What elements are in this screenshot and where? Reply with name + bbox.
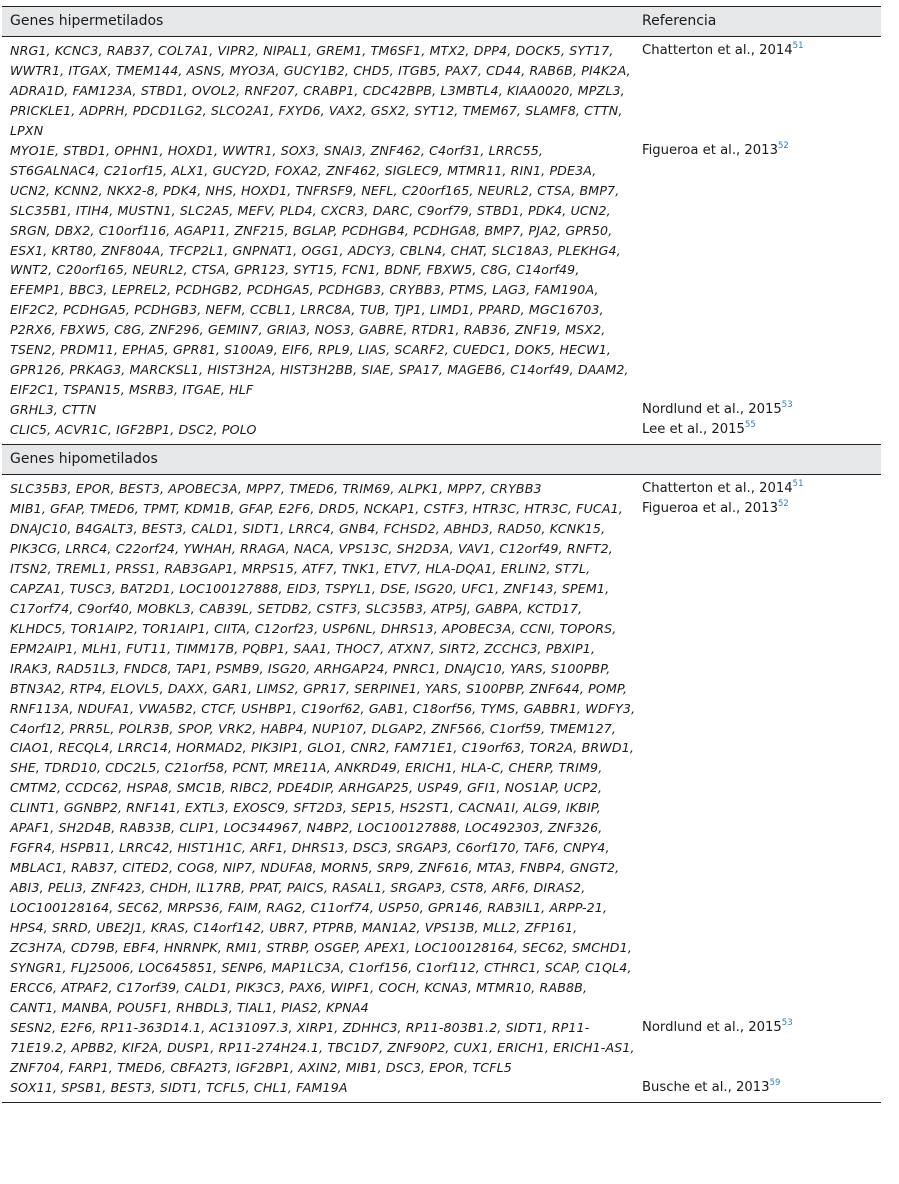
hypo-section-header-row — [2, 445, 881, 475]
reference-number-link[interactable]: 52 — [777, 140, 789, 151]
hypo-gene-list: SESN2, E2F6, RP11-363D14.1, AC131097.3, XIRP1, ZDHHC3, RP11-803B1.2, SIDT1, RP11-71E19.2, APBB2, KIF2A, DUSP1, RP11-274H24.1, TBC1D7, ZNF90P2, CUX1, ERICH1, ERICH1-AS1, ZNF704, FARP1, TMED6, CBFA2T3, IGF2BP1, AXIN2, MIB1, DSC3, EPOR, TCFL5 — [10, 1019, 635, 1075]
hyper-reference — [638, 37, 881, 141]
reference-citation: Figueroa et al., 2013 — [642, 142, 778, 158]
hyper-row — [2, 420, 881, 444]
hypo-gene-list: SOX11, SPSB1, BEST3, SIDT1, TCFL5, CHL1, FAM19A — [2, 1078, 638, 1102]
reference-number-link[interactable]: 52 — [777, 499, 789, 510]
reference-number-link[interactable]: 55 — [744, 420, 756, 431]
hypo-row — [2, 1078, 881, 1102]
hyper-gene-list: MYO1E, STBD1, OPHN1, HOXD1, WWTR1, SOX3, SNAI3, ZNF462, C4orf31, LRRC55, ST6GALNAC4, C21orf15, ALX1, GUCY2D, FOXA2, ZNF462, SIGLEC9, MTMR11, RIN1, PDE3A, UCN2, KCNN2, NKX2-8, PDK4, NHS, HOXD1, TNFRSF9, NEFL, C20orf165, NEURL2, CTSA, BMP7, SLC35B1, ITIH4, MUSTN1, SLC2A5, MEFV, PLD4, CXCR3, DARC, C9orf79, STBD1, PDK4, UCN2, SRGN, DBX2, C10orf116, AGAP11, ZNF215, BGLAP, PCDHGB4, PCDHGA8, BMP7, PJA2, GPR50, ESX1, KRT80, ZNF804A, TFCP2L1, GNPNAT1, OGG1, ADCY3, CBLN4, CHAT, SLC18A3, PLEKHG4, WNT2, C20orf165, NEURL2, CTSA, GPR123, SYT15, FCN1, BDNF, FBXW5, C8G, C14orf49, EFEMP1, BBC3, LEPREL2, PCDHGB2, PCDHGA5, PCDHGB3, CRYBB3, PTMS, LAG3, FAM190A, EIF2C2, PCDHGA5, PCDHGB3, NEFM, CCBL1, LRRC8A, TUB, TJP1, LIMD1, PPARD, MGC16703, P2RX6, FBXW5, C8G, ZNF296, GEMIN7, GRIA3, NOS3, GABRE, RTDR1, RAB36, ZNF19, MSX2, TSEN2, PRDM11, EPHA5, GPR81, S100A9, EIF6, RPL9, LIAS, SCARF2, CUEDC1, DOK5, HECW1, GPR126, PRKAG3, MARCKSL1, HIST3H2A, HIST3H2BB, SIAE, SPA17, MAGEB6, C14orf49, DAAM2, EIF2C1, TSPAN15, MSRB3, ITGAE, HLF — [10, 142, 629, 398]
reference-citation: Chatterton et al., 2014 — [642, 43, 793, 58]
hyper-reference — [638, 141, 881, 400]
hypo-genes-header: Genes hipometilados — [2, 445, 638, 475]
hyper-row — [2, 141, 881, 400]
hyper-gene-list: GRHL3, CTTN — [10, 402, 97, 418]
reference-number-link[interactable]: 59 — [769, 1077, 781, 1088]
reference-citation: Nordlund et al., 2015 — [642, 1019, 782, 1035]
reference-header: Referencia — [638, 7, 881, 37]
reference-citation: Chatterton et al., 2014 — [642, 481, 793, 497]
hypo-row — [2, 499, 881, 1018]
reference-citation: Nordlund et al., 2015 — [642, 402, 782, 418]
hyper-row — [2, 400, 881, 420]
table-header-row — [2, 7, 881, 37]
reference-citation: Figueroa et al., 2013 — [642, 501, 778, 517]
hypo-reference — [638, 475, 881, 499]
hypo-reference — [638, 1018, 881, 1078]
reference-number-link[interactable]: 53 — [781, 1017, 793, 1028]
hypo-reference — [638, 499, 881, 1018]
hyper-reference — [638, 420, 881, 444]
hyper-gene-list: NRG1, KCNC3, RAB37, COL7A1, VIPR2, NIPAL1, GREM1, TM6SF1, MTX2, DPP4, DOCK5, SYT17, WWTR1, ITGAX, TMEM144, ASNS, MYO3A, GUCY1B2, CHD5, ITGB5, PAX7, CD44, RAB6B, PI4K2A, ADRA1D, FAM123A, STBD1, OVOL2, RNF207, CRABP1, CDC42BPB, L3MBTL4, KIAA0020, MPZL3, PRICKLE1, ADPRH, PDCD1LG2, SLCO2A1, FXYD6, VAX2, GSX2, SYT12, TMEM67, SLAMF8, CTTN, LPXN — [2, 37, 638, 141]
reference-number-link[interactable]: 51 — [792, 41, 804, 51]
hypo-gene-list: SLC35B3, EPOR, BEST3, APOBEC3A, MPP7, TMED6, TRIM69, ALPK1, MPP7, CRYBB3 — [2, 475, 638, 499]
hypo-row — [2, 1018, 881, 1078]
reference-number-link[interactable]: 53 — [781, 400, 793, 411]
reference-citation: Busche et al., 2013 — [642, 1079, 770, 1095]
hyper-gene-list: CLIC5, ACVR1C, IGF2BP1, DSC2, POLO — [10, 422, 257, 438]
hypo-reference — [638, 1078, 881, 1102]
hypo-header-empty — [638, 445, 881, 475]
hyper-genes-header: Genes hipermetilados — [2, 7, 638, 37]
reference-citation: Lee et al., 2015 — [642, 422, 745, 438]
hyper-row — [2, 37, 881, 141]
hypo-gene-list: MIB1, GFAP, TMED6, TPMT, KDM1B, GFAP, E2F6, DRD5, NCKAP1, CSTF3, HTR3C, HTR3C, FUCA1, DNAJC10, B4GALT3, BEST3, CALD1, SIDT1, LRRC4, GNB4, FCHSD2, ABHD3, RAD50, KCNK15, PIK3CG, LRRC4, C22orf24, YWHAH, RRAGA, NACA, VPS13C, SH2D3A, VAV1, C12orf49, RNFT2, ITSN2, TREML1, PRSS1, RAB3GAP1, MRPS15, ATF7, TNK1, ETV7, HLA-DQA1, ERLIN2, ST7L, CAPZA1, TUSC3, BAT2D1, LOC100127888, EID3, TSPYL1, DSE, ISG20, UFC1, ZNF143, SPEM1, C17orf74, C9orf40, MOBKL3, CAB39L, SETDB2, CSTF3, SLC35B3, ATP5J, GABPA, KCTD17, KLHDC5, TOR1AIP2, TOR1AIP1, CIITA, C12orf23, USP6NL, DHRS13, APOBEC3A, CCNI, TOPORS, EPM2AIP1, MLH1, FUT11, TIMM17B, PQBP1, SAA1, THOC7, ATXN7, SIRT2, ZCCHC3, PBXIP1, IRAK3, RAD51L3, FNDC8, TAP1, PSMB9, ISG20, ARHGAP24, PNRC1, DNAJC10, YARS, S100PBP, BTN3A2, RTP4, ELOVL5, DAXX, GAR1, LIMS2, GPR17, SERPINE1, YARS, S100PBP, ZNF644, POMP, RNF113A, NDUFA1, VWA5B2, CTCF, USHBP1, C19orf62, GAB1, C18orf56, TYMS, GABBR1, WDFY3, C4orf12, PRR5L, POLR3B, SPOP, VRK2, HABP4, NUP107, DLGAP2, ZNF566, C1orf59, TMEM127, CIAO1, RECQL4, LRRC14, HORMAD2, PIK3IP1, GLO1, CNR2, FAM71E1, C19orf63, TOR2A, BRWD1, SHE, TDRD10, CDC2L5, C21orf58, PCNT, MRE11A, ANKRD49, ERICH1, HLA-C, CHERP, TRIM9, CMTM2, CCDC62, HSPA8, SMC1B, RIBC2, PDE4DIP, ARHGAP25, USP49, GFI1, NOS1AP, UCP2, CLINT1, GGNBP2, RNF141, EXTL3, EXOSC9, SFT2D3, SEP15, HS2ST1, CACNA1I, ALG9, IKBIP, APAF1, SH2D4B, RAB33B, CLIP1, LOC344967, N4BP2, LOC100127888, LOC492303, ZNF326, FGFR4, HSPB11, LRRC42, HIST1H1C, ARF1, DHRS13, DSC3, SRGAP3, C6orf170, TAF6, CNPY4, MBLAC1, RAB37, CITED2, COG8, NIP7, NDUFA8, MORN5, SRP9, ZNF616, MTA3, FNBP4, GNGT2, ABI3, PELI3, ZNF423, CHDH, IL17RB, PPAT, PAICS, RASAL1, SRGAP3, CST8, ARF6, DIRAS2, LOC100128164, SEC62, MRPS36, FAIM, RAG2, C11orf74, USP50, GPR146, RAB3IL1, ARPP-21, HPS4, SRRD, UBE2J1, KRAS, C14orf142, UBR7, PTPRB, MAN1A2, VPS13B, MLL2, ZFP161, ZC3H7A, CD79B, EBF4, HNRNPK, RMI1, STRBP, OSGEP, APEX1, LOC100128164, SEC62, SMCHD1, SYNGR1, FLJ25006, LOC645851, SENP6, MAP1LC3A, C1orf156, C1orf112, CTHRC1, SCAP, C1QL4, ERCC6, ATPAF2, C17orf39, CALD1, PIK3C3, PAX6, WIPF1, COCH, KCNA3, MTMR10, RAB8B, CANT1, MANBA, POU5F1, RHBDL3, TIAL1, PIAS2, KPNA4 — [10, 501, 636, 1015]
hyper-reference — [638, 400, 881, 420]
gene-table — [2, 6, 881, 1103]
hypo-row — [2, 475, 881, 499]
reference-number-link[interactable]: 51 — [792, 479, 804, 490]
